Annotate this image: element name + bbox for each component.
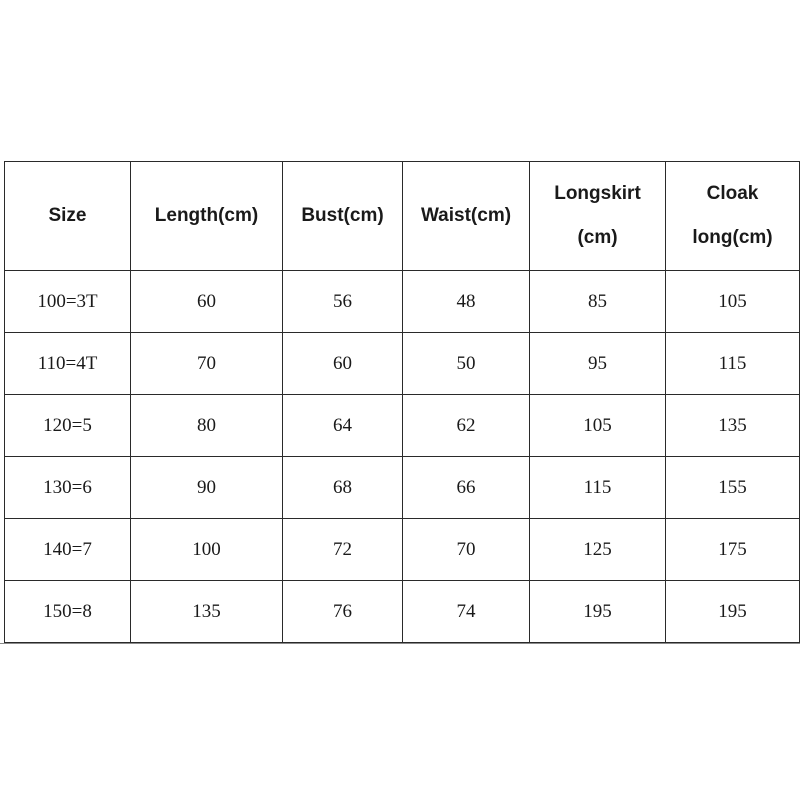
cell-length: 135 [131,581,283,643]
header-longskirt [530,162,666,271]
table-row [5,519,800,581]
table-row [5,271,800,333]
cell-cloak: 105 [666,271,800,333]
header-size [5,162,131,271]
cell-waist: 70 [403,519,530,581]
cell-bust: 68 [283,457,403,519]
cell-cloak: 195 [666,581,800,643]
cell-cloak: 115 [666,333,800,395]
cell-waist: 74 [403,581,530,643]
cell-bust: 76 [283,581,403,643]
cell-waist: 48 [403,271,530,333]
header-cloak-label-line1: Cloak [706,183,759,204]
header-longskirt-label-line2: (cm) [577,227,618,248]
size-chart-table [4,161,800,643]
table-row [5,457,800,519]
cell-longskirt: 195 [530,581,666,643]
cell-bust: 56 [283,271,403,333]
cell-waist: 62 [403,395,530,457]
header-length-label: Length(cm) [154,205,259,226]
header-bust [283,162,403,271]
cell-bust: 64 [283,395,403,457]
cell-longskirt: 105 [530,395,666,457]
table-row [5,333,800,395]
header-longskirt-label-line1: Longskirt [554,183,641,204]
header-cloak-label-line2: long(cm) [692,227,773,248]
cell-waist: 50 [403,333,530,395]
cell-longskirt: 85 [530,271,666,333]
cell-bust: 60 [283,333,403,395]
cell-cloak: 135 [666,395,800,457]
header-bust-label: Bust(cm) [301,205,384,226]
table-row [5,395,800,457]
table-row [5,581,800,643]
cell-bust: 72 [283,519,403,581]
cell-size: 140=7 [5,519,131,581]
cell-length: 60 [131,271,283,333]
header-row [5,162,800,271]
table-bottom-rule [0,643,800,644]
header-waist-label: Waist(cm) [420,205,512,226]
cell-longskirt: 115 [530,457,666,519]
cell-length: 70 [131,333,283,395]
cell-size: 100=3T [5,271,131,333]
cell-size: 130=6 [5,457,131,519]
cell-size: 150=8 [5,581,131,643]
cell-longskirt: 95 [530,333,666,395]
cell-waist: 66 [403,457,530,519]
cell-cloak: 155 [666,457,800,519]
header-size-label: Size [48,205,87,226]
cell-longskirt: 125 [530,519,666,581]
cell-length: 80 [131,395,283,457]
cell-length: 90 [131,457,283,519]
header-waist [403,162,530,271]
cell-size: 120=5 [5,395,131,457]
cell-length: 100 [131,519,283,581]
header-cloak [666,162,800,271]
cell-size: 110=4T [5,333,131,395]
cell-cloak: 175 [666,519,800,581]
header-length [131,162,283,271]
